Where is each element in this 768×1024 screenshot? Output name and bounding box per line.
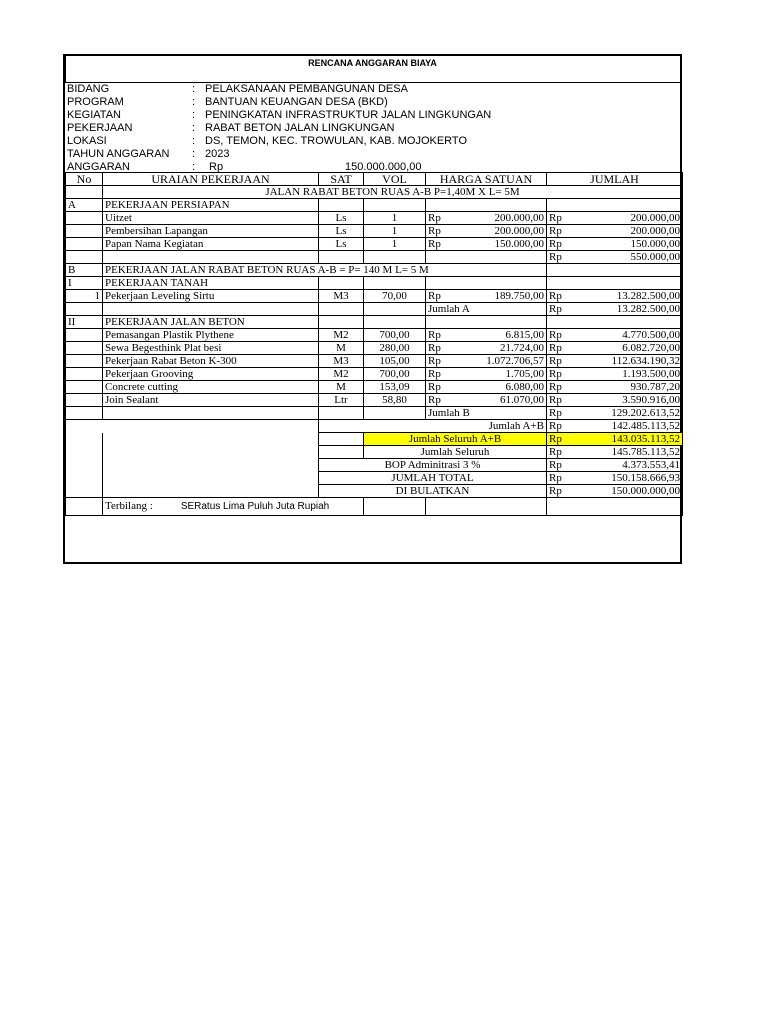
rp-label: Rp — [549, 394, 562, 406]
section-i-row — [66, 277, 683, 290]
total-label: Jumlah B — [426, 407, 547, 420]
item-sat: M — [319, 342, 364, 355]
empty-cell — [66, 225, 103, 238]
summary-value: 4.373.553,41 — [622, 459, 680, 471]
section-no: II — [66, 316, 103, 329]
item-sat: M2 — [319, 368, 364, 381]
summary-row — [66, 446, 683, 459]
item-name: Pekerjaan Grooving — [103, 368, 319, 381]
empty-cell — [426, 277, 547, 290]
summary-label: DI BULATKAN — [319, 485, 547, 498]
item-jumlah — [547, 212, 683, 225]
info-colon: : — [192, 148, 196, 160]
info-row-bidang — [67, 83, 627, 96]
empty-cell — [103, 472, 319, 485]
item-jumlah — [547, 225, 683, 238]
terbilang-value: SERatus Lima Puluh Juta Rupiah — [180, 501, 330, 512]
empty-cell — [319, 277, 364, 290]
header-sat: SAT — [319, 173, 364, 186]
jumlah-value: 112.634.190,32 — [611, 355, 680, 367]
item-sat: Ls — [319, 238, 364, 251]
empty-cell — [66, 394, 103, 407]
info-colon: : — [192, 135, 196, 147]
item-jumlah — [547, 381, 683, 394]
item-jumlah — [547, 290, 683, 303]
item-sat: Ltr — [319, 394, 364, 407]
item-jumlah — [547, 394, 683, 407]
summary-value-cell — [547, 459, 683, 472]
harga-value: 189.750,00 — [494, 290, 544, 302]
item-vol: 1 — [364, 238, 426, 251]
item-vol: 58,80 — [364, 394, 426, 407]
empty-cell — [319, 446, 364, 459]
section-label: PEKERJAAN JALAN BETON — [103, 316, 319, 329]
item-name: Pekerjaan Leveling Sirtu — [103, 290, 319, 303]
total-a — [547, 303, 683, 316]
table-row — [66, 329, 683, 342]
item-jumlah — [547, 329, 683, 342]
rp-label: Rp — [549, 303, 562, 315]
rp-label: Rp — [549, 251, 562, 263]
info-key: BIDANG — [67, 83, 110, 95]
empty-cell — [547, 498, 683, 516]
terbilang-label: Terbilang : — [105, 500, 153, 512]
rp-label: Rp — [428, 225, 441, 237]
item-vol: 70,00 — [364, 290, 426, 303]
empty-cell — [66, 498, 103, 516]
table-row — [66, 394, 683, 407]
item-jumlah — [547, 355, 683, 368]
table-row — [66, 238, 683, 251]
header-jumlah: JUMLAH — [547, 173, 683, 186]
empty-cell — [426, 316, 547, 329]
empty-cell — [426, 498, 547, 516]
info-key: TAHUN ANGGARAN — [67, 148, 170, 160]
header-vol: VOL — [364, 173, 426, 186]
rp-label: Rp — [549, 446, 562, 458]
header-no: No — [66, 173, 103, 186]
jumlah-a-row — [66, 303, 683, 316]
anggaran-rp: Rp — [209, 161, 224, 173]
rp-label: Rp — [428, 355, 441, 367]
item-name: Concrete cutting — [103, 381, 319, 394]
anggaran-amount: 150.000.000,00 — [345, 161, 422, 173]
info-value: DS, TEMON, KEC. TROWULAN, KAB. MOJOKERTO — [205, 135, 468, 147]
item-vol: 105,00 — [364, 355, 426, 368]
summary-row — [66, 459, 683, 472]
empty-cell — [103, 407, 319, 420]
empty-cell — [319, 303, 364, 316]
summary-value-cell — [547, 420, 683, 433]
header-harga: HARGA SATUAN — [426, 173, 547, 186]
empty-cell — [66, 251, 103, 264]
empty-cell — [426, 251, 547, 264]
rp-label: Rp — [549, 472, 562, 484]
item-sat: M2 — [319, 329, 364, 342]
rp-label: Rp — [428, 342, 441, 354]
subtotal-value: 550.000,00 — [630, 251, 680, 263]
summary-label: Jumlah Seluruh — [364, 446, 547, 459]
empty-cell — [66, 303, 103, 316]
empty-cell — [66, 485, 103, 498]
empty-cell — [66, 381, 103, 394]
info-value: 2023 — [205, 148, 230, 160]
rp-label: Rp — [428, 381, 441, 393]
info-row-pekerjaan — [67, 122, 627, 135]
table-row — [66, 368, 683, 381]
rp-label: Rp — [428, 329, 441, 341]
total-b — [547, 407, 683, 420]
rp-label: Rp — [549, 290, 562, 302]
empty-cell — [364, 199, 426, 212]
rp-label: Rp — [549, 433, 562, 445]
item-vol: 700,00 — [364, 368, 426, 381]
section-b-row — [66, 264, 683, 277]
jumlah-value: 13.282.500,00 — [616, 290, 680, 302]
info-key: ANGGARAN — [67, 161, 130, 173]
info-colon: : — [192, 96, 196, 108]
summary-label: Jumlah Seluruh A+B — [364, 433, 547, 446]
rp-label: Rp — [428, 238, 441, 250]
table-row — [66, 290, 683, 303]
harga-value: 61.070,00 — [500, 394, 544, 406]
table-row — [66, 355, 683, 368]
jumlah-value: 3.590.916,00 — [622, 394, 680, 406]
empty-cell — [66, 212, 103, 225]
info-value: BANTUAN KEUANGAN DESA (BKD) — [205, 96, 388, 108]
item-sat: M3 — [319, 290, 364, 303]
empty-cell — [66, 407, 103, 420]
table-header-row — [66, 173, 683, 186]
jumlah-value: 150.000,00 — [630, 238, 680, 250]
summary-row — [66, 472, 683, 485]
empty-cell — [426, 199, 547, 212]
item-name: Pemasangan Plastik Plythene — [103, 329, 319, 342]
item-jumlah — [547, 368, 683, 381]
item-harga — [426, 238, 547, 251]
info-row-lokasi — [67, 135, 627, 148]
empty-cell — [364, 251, 426, 264]
info-value: PELAKSANAAN PEMBANGUNAN DESA — [205, 83, 408, 95]
header-uraian: URAIAN PEKERJAAN — [103, 173, 319, 186]
info-colon: : — [192, 109, 196, 121]
section-no: A — [66, 199, 103, 212]
jumlah-value: 4.770.500,00 — [622, 329, 680, 341]
jumlah-value: 6.082.720,00 — [622, 342, 680, 354]
item-harga — [426, 290, 547, 303]
summary-row — [66, 420, 683, 433]
empty-cell — [103, 433, 319, 446]
empty-cell — [364, 498, 426, 516]
item-vol: 1 — [364, 225, 426, 238]
empty-cell — [364, 407, 426, 420]
rp-label: Rp — [549, 381, 562, 393]
info-colon: : — [192, 161, 196, 173]
empty-cell — [103, 459, 319, 472]
harga-value: 1.072.706,57 — [486, 355, 544, 367]
empty-cell — [103, 485, 319, 498]
info-row-program — [67, 96, 627, 109]
jumlah-value: 930.787,20 — [630, 381, 680, 393]
item-harga — [426, 394, 547, 407]
info-key: LOKASI — [67, 135, 107, 147]
info-colon: : — [192, 122, 196, 134]
rp-label: Rp — [549, 342, 562, 354]
harga-value: 200.000,00 — [494, 225, 544, 237]
empty-cell — [103, 303, 319, 316]
item-sat: M3 — [319, 355, 364, 368]
item-name: Uitzet — [103, 212, 319, 225]
item-jumlah — [547, 238, 683, 251]
info-row-kegiatan — [67, 109, 627, 122]
summary-value-cell — [547, 433, 683, 446]
item-harga — [426, 355, 547, 368]
summary-row — [66, 433, 683, 446]
section-label: PEKERJAAN TANAH — [103, 277, 319, 290]
title-left-border — [65, 56, 66, 83]
section-label: PEKERJAAN JALAN RABAT BETON RUAS A-B = P= 140 M L= 5 M — [103, 264, 547, 277]
summary-value: 142.485.113,52 — [611, 420, 680, 432]
table-row — [66, 342, 683, 355]
harga-value: 150.000,00 — [494, 238, 544, 250]
rp-label: Rp — [428, 290, 441, 302]
subtotal-a — [547, 251, 683, 264]
table-row — [66, 225, 683, 238]
empty-cell — [66, 368, 103, 381]
empty-cell — [319, 316, 364, 329]
document-title: RENCANA ANGGARAN BIAYA — [308, 58, 437, 68]
item-name: Pembersihan Lapangan — [103, 225, 319, 238]
item-harga — [426, 329, 547, 342]
info-key: PROGRAM — [67, 96, 124, 108]
summary-value: 145.785.113,52 — [611, 446, 680, 458]
empty-cell — [547, 277, 683, 290]
table-subtitle: JALAN RABAT BETON RUAS A-B P=1,40M X L= 5M — [103, 186, 683, 199]
section-label: PEKERJAAN PERSIAPAN — [103, 199, 319, 212]
section-a-subtotal-row — [66, 251, 683, 264]
harga-value: 200.000,00 — [494, 212, 544, 224]
empty-cell — [319, 251, 364, 264]
item-num: 1 — [66, 290, 103, 303]
empty-cell — [66, 329, 103, 342]
info-colon: : — [192, 83, 196, 95]
item-harga — [426, 381, 547, 394]
empty-cell — [364, 316, 426, 329]
item-name: Join Sealant — [103, 394, 319, 407]
empty-cell — [319, 407, 364, 420]
total-label: Jumlah A — [426, 303, 547, 316]
harga-value: 6.080,00 — [505, 381, 544, 393]
section-no: I — [66, 277, 103, 290]
empty-cell — [547, 316, 683, 329]
jumlah-value: 200.000,00 — [630, 225, 680, 237]
rp-label: Rp — [549, 225, 562, 237]
item-vol: 1 — [364, 212, 426, 225]
subtitle-row — [66, 186, 683, 199]
rp-label: Rp — [549, 407, 562, 419]
empty-cell — [66, 355, 103, 368]
empty-cell — [66, 472, 103, 485]
rp-label: Rp — [549, 485, 562, 497]
item-harga — [426, 212, 547, 225]
summary-value-cell — [547, 472, 683, 485]
section-no: B — [66, 264, 103, 277]
harga-value: 21.724,00 — [500, 342, 544, 354]
rp-label: Rp — [549, 329, 562, 341]
summary-value: 143.035.113,52 — [611, 433, 680, 445]
empty-cell — [547, 264, 683, 277]
info-row-tahun — [67, 148, 627, 161]
info-value: PENINGKATAN INFRASTRUKTUR JALAN LINGKUNGAN — [205, 109, 492, 121]
empty-cell — [103, 251, 319, 264]
rp-label: Rp — [549, 212, 562, 224]
empty-cell — [319, 433, 364, 446]
summary-value-cell — [547, 446, 683, 459]
terbilang — [103, 498, 330, 516]
harga-value: 1.705,00 — [505, 368, 544, 380]
item-vol: 280,00 — [364, 342, 426, 355]
rp-label: Rp — [549, 238, 562, 250]
project-info — [67, 83, 627, 174]
jumlah-value: 200.000,00 — [630, 212, 680, 224]
section-ii-row — [66, 316, 683, 329]
harga-value: 6.815,00 — [505, 329, 544, 341]
item-sat: Ls — [319, 225, 364, 238]
summary-value-cell — [547, 485, 683, 498]
item-jumlah — [547, 342, 683, 355]
rp-label: Rp — [549, 420, 562, 432]
empty-cell — [66, 342, 103, 355]
empty-cell — [547, 199, 683, 212]
summary-value: 150.158.666,93 — [611, 472, 680, 484]
empty-cell — [66, 186, 103, 199]
empty-cell — [319, 199, 364, 212]
item-harga — [426, 342, 547, 355]
table-row — [66, 381, 683, 394]
item-name: Pekerjaan Rabat Beton K-300 — [103, 355, 319, 368]
rp-label: Rp — [428, 368, 441, 380]
empty-cell — [364, 277, 426, 290]
summary-row — [66, 485, 683, 498]
item-sat: Ls — [319, 212, 364, 225]
item-vol: 153,09 — [364, 381, 426, 394]
summary-value: 150.000.000,00 — [611, 485, 680, 497]
info-key: KEGIATAN — [67, 109, 121, 121]
info-key: PEKERJAAN — [67, 122, 133, 134]
item-harga — [426, 225, 547, 238]
rp-label: Rp — [428, 212, 441, 224]
item-name: Sewa Begesthink Plat besi — [103, 342, 319, 355]
info-value: RABAT BETON JALAN LINGKUNGAN — [205, 122, 395, 134]
rp-label: Rp — [428, 394, 441, 406]
item-name: Papan Nama Kegiatan — [103, 238, 319, 251]
terbilang-row — [66, 498, 683, 516]
empty-cell — [364, 303, 426, 316]
empty-cell — [66, 238, 103, 251]
jumlah-b-row — [66, 407, 683, 420]
rab-sheet — [63, 54, 682, 564]
summary-label: JUMLAH TOTAL — [319, 472, 547, 485]
summary-label: Jumlah A+B — [319, 420, 547, 433]
empty-cell — [66, 446, 103, 459]
section-a-row — [66, 199, 683, 212]
table-row — [66, 212, 683, 225]
empty-cell — [66, 459, 103, 472]
jumlah-value: 1.193.500,00 — [622, 368, 680, 380]
empty-cell — [66, 433, 103, 446]
total-value: 13.282.500,00 — [616, 303, 680, 315]
rp-label: Rp — [549, 459, 562, 471]
rp-label: Rp — [549, 355, 562, 367]
empty-cell — [103, 446, 319, 459]
summary-label: BOP Adminitrasi 3 % — [319, 459, 547, 472]
item-vol: 700,00 — [364, 329, 426, 342]
rab-table — [65, 172, 683, 516]
total-value: 129.202.613,52 — [611, 407, 680, 419]
item-sat: M — [319, 381, 364, 394]
rp-label: Rp — [549, 368, 562, 380]
empty-cell — [66, 420, 319, 433]
item-harga — [426, 368, 547, 381]
